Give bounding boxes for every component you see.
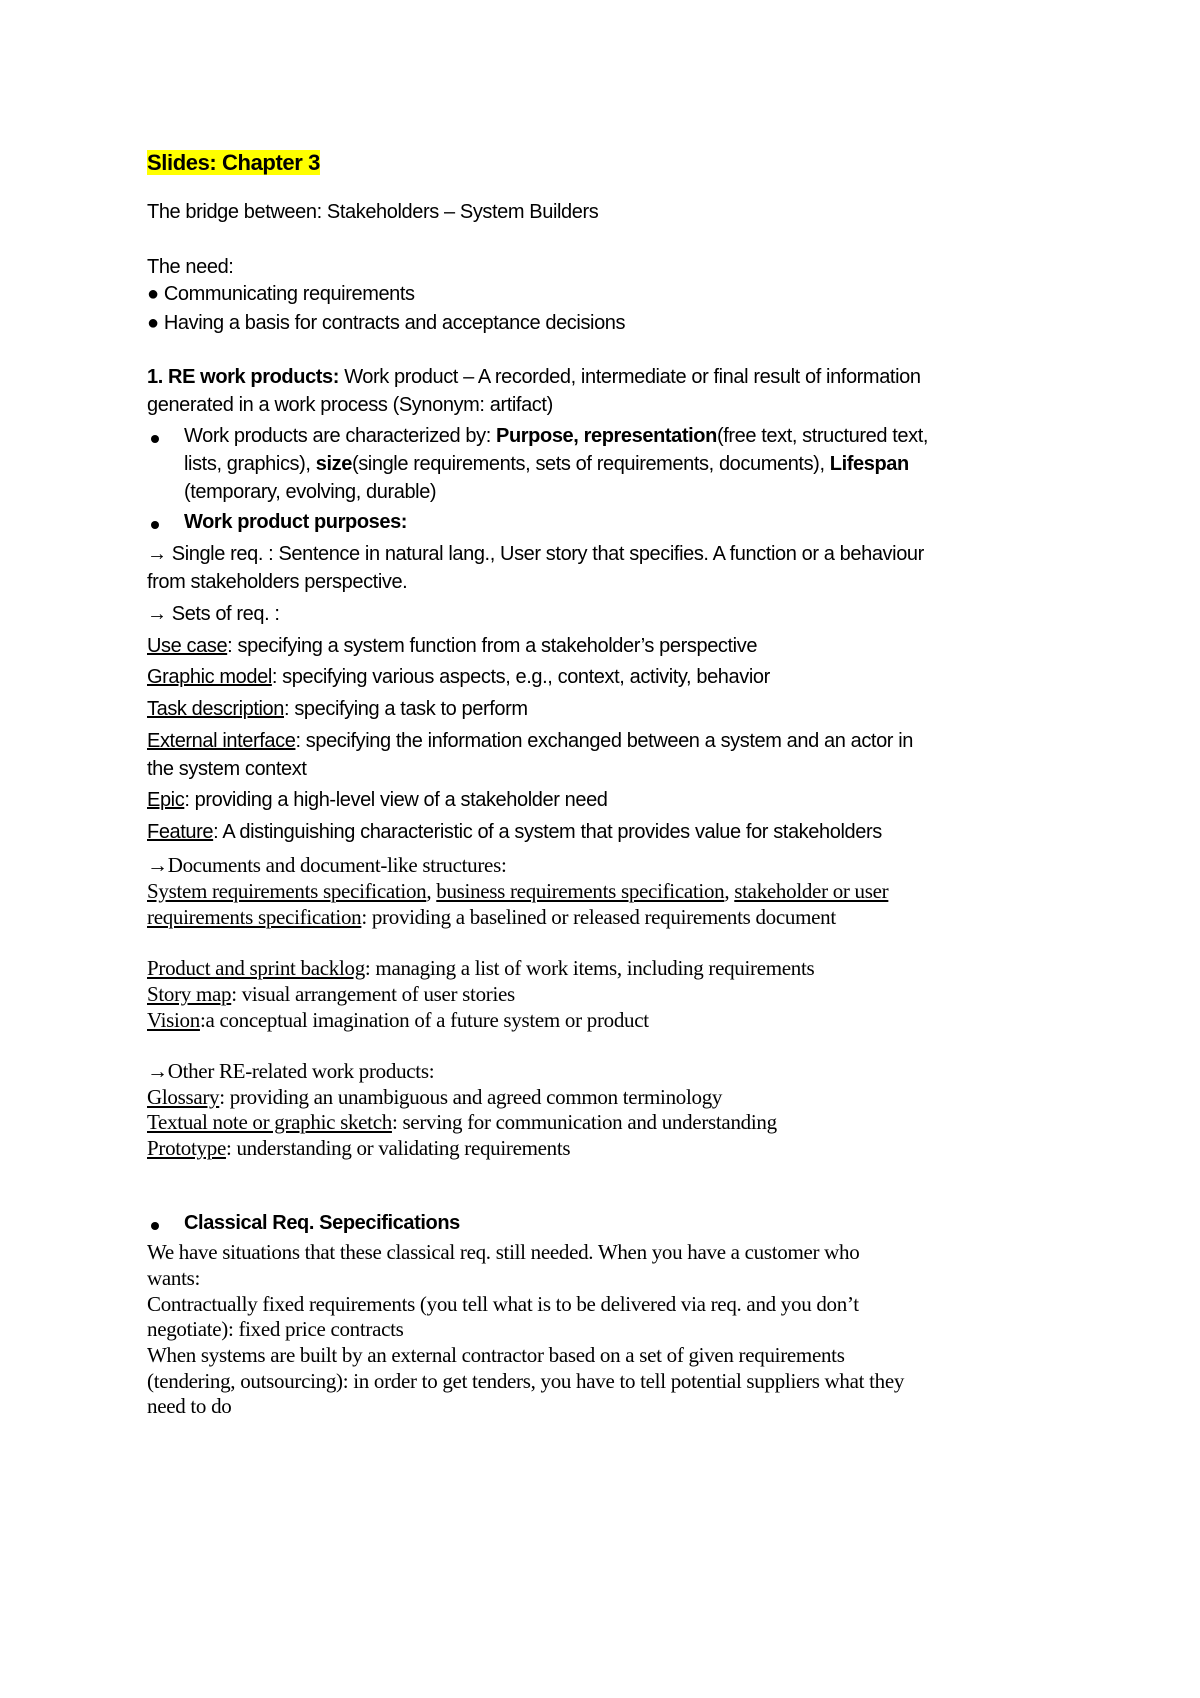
bridge-line: The bridge between: Stakeholders – System Builders [147, 201, 599, 223]
prototype-line [147, 1136, 570, 1161]
need-item: ● Having a basis for contracts and acceptance decisions [147, 312, 626, 334]
use-case-term: Use case [147, 635, 228, 657]
characterized-line-2 [184, 453, 909, 476]
task-description-text: : specifying a task to perform [284, 698, 528, 720]
external-interface-line [147, 730, 913, 753]
section1-definition [147, 366, 921, 389]
separator: , [426, 879, 437, 903]
prototype-text: : understanding or validating requirements [225, 1136, 571, 1160]
characterized-line [184, 425, 928, 448]
sets-req-line: → Sets of req. : [147, 603, 280, 625]
bullet-icon [151, 435, 159, 443]
term-representation: representation [583, 425, 717, 447]
other-heading: →Other RE-related work products: [147, 1059, 435, 1083]
size-text: (single requirements, sets of requirements, documents), [351, 453, 830, 475]
page-title [147, 150, 320, 176]
documents-line-2 [147, 905, 836, 930]
classical-heading: Classical Req. Sepecifications [184, 1212, 460, 1234]
term-lifespan: Lifespan [829, 453, 909, 475]
backlog-text: : managing a list of work items, including requirements [364, 956, 815, 980]
vision-text: :a conceptual imagination of a future system or product [199, 1008, 649, 1032]
classical-text-line: (tendering, outsourcing): in order to get tenders, you have to tell potential suppliers what they [147, 1369, 905, 1393]
graphic-model-text: : specifying various aspects, e.g., context, activity, behavior [271, 666, 770, 688]
characterized-prefix: Work products are characterized by: [184, 425, 497, 447]
single-req-line: → Single req. : Sentence in natural lang., User story that specifies. A function or a behaviour [147, 543, 924, 565]
glossary-term: Glossary [147, 1085, 220, 1109]
epic-term: Epic [147, 789, 185, 811]
separator: , [724, 879, 735, 903]
epic-text: : providing a high-level view of a stakeholder need [184, 789, 608, 811]
documents-line [147, 879, 888, 904]
separator: , [573, 425, 584, 447]
classical-text-line: negotiate): fixed price contracts [147, 1317, 404, 1341]
srs-term: System requirements specification [147, 879, 427, 903]
single-req-line-2: from stakeholders perspective. [147, 571, 408, 593]
section1-def: Work product – A recorded, intermediate or final result of information [339, 366, 921, 388]
glossary-text: : providing an unambiguous and agreed common terminology [219, 1085, 723, 1109]
glossary-line [147, 1085, 722, 1110]
need-item: ● Communicating requirements [147, 283, 415, 305]
use-case-line [147, 635, 757, 658]
external-interface-text: : specifying the information exchanged between a system and an actor in [295, 730, 913, 752]
task-description-term: Task description [147, 698, 284, 720]
term-purpose: Purpose [496, 425, 574, 447]
textual-note-line [147, 1110, 777, 1135]
classical-text-line: need to do [147, 1394, 232, 1418]
feature-term: Feature [147, 821, 214, 843]
brs-term: business requirements specification [436, 879, 725, 903]
need-heading: The need: [147, 256, 234, 278]
representation-text: (free text, structured text, [716, 425, 929, 447]
prototype-term: Prototype [147, 1136, 226, 1160]
epic-line [147, 789, 608, 812]
feature-line [147, 821, 882, 844]
classical-text-line: wants: [147, 1266, 201, 1290]
bullet-icon [151, 1222, 159, 1230]
term-size: size [315, 453, 352, 475]
classical-text-line: When systems are built by an external contractor based on a set of given requirements [147, 1343, 845, 1367]
external-interface-cont: the system context [147, 758, 307, 780]
backlog-term: Product and sprint backlog [147, 956, 365, 980]
story-map-text: : visual arrangement of user stories [231, 982, 515, 1006]
use-case-text: : specifying a system function from a stakeholder’s perspective [227, 635, 758, 657]
graphic-model-line [147, 666, 770, 689]
task-description-line [147, 698, 528, 721]
external-interface-term: External interface [147, 730, 296, 752]
classical-text-line: We have situations that these classical req. still needed. When you have a customer who [147, 1240, 860, 1264]
stakeholder-srs-term-cont: requirements specification [147, 905, 362, 929]
bullet-icon [151, 521, 159, 529]
story-map-term: Story map [147, 982, 232, 1006]
documents-heading: →Documents and document-like structures: [147, 853, 507, 877]
story-map-line [147, 982, 515, 1007]
purposes-heading: Work product purposes: [184, 511, 408, 533]
classical-text-line: Contractually fixed requirements (you tell what is to be delivered via req. and you don’t [147, 1292, 859, 1316]
page-title-highlight: Slides: Chapter 3 [147, 150, 320, 175]
vision-term: Vision [147, 1008, 200, 1032]
vision-line [147, 1008, 649, 1033]
textual-note-text: : serving for communication and understanding [391, 1110, 777, 1134]
section1-def-cont: generated in a work process (Synonym: artifact) [147, 394, 553, 416]
characterized-line-3: (temporary, evolving, durable) [184, 481, 437, 503]
stakeholder-srs-term: stakeholder or user [734, 879, 889, 903]
srs-text: : providing a baselined or released requirements document [361, 905, 836, 929]
graphic-model-term: Graphic model [147, 666, 272, 688]
backlog-line [147, 956, 814, 981]
textual-note-term: Textual note or graphic sketch [147, 1110, 392, 1134]
section1-label: 1. RE work products: [147, 366, 340, 388]
feature-text: : A distinguishing characteristic of a system that provides value for stakeholders [213, 821, 882, 843]
lists-text: lists, graphics), [184, 453, 316, 475]
